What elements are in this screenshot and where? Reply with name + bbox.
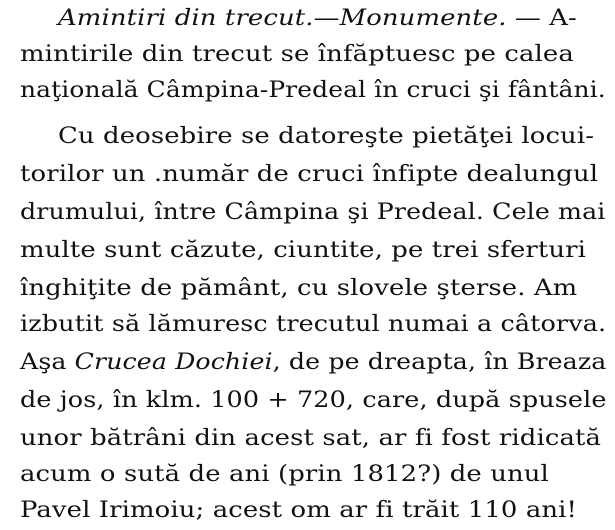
text-line-8: înghiţite de pământ, cu slovele şterse. Am [20,275,578,301]
line-10-end: , de pe dreapta, în Breaza [272,349,607,375]
text-line-14: Pavel Irimoiu; acest om ar fi trăit 110 ani! [20,497,578,523]
text-line-2: mintirile din trecut se înfăptuesc pe calea [20,41,574,67]
line-10-start: Aşa [20,349,75,375]
section-heading: Amintiri din trecut.—Monumente. [58,5,507,31]
text-line-12: unor bătrâni din acest sat, ar fi fost ridicată [20,425,602,451]
text-line-6: drumului, între Câmpina şi Predeal. Cele mai [20,199,606,225]
monument-name: Crucea Dochiei [74,349,273,375]
heading-continuation: — A- [506,5,577,31]
text-line-13: acum o sută de ani (prin 1812?) de unul [20,461,549,487]
text-line-1 [58,0,577,36]
text-line-3: naţională Câmpina-Predeal în cruci şi fântâni. [20,77,606,103]
text-line-4: Cu deosebire se datoreşte pietăţei locui- [58,123,595,149]
text-line-11: de jos, în klm. 100 + 720, care, după spusele [20,387,607,413]
text-line-7: multe sunt căzute, ciuntite, pe trei sferturi [20,237,587,263]
text-line-10 [20,344,606,380]
text-line-9: izbutit să lămuresc trecutul numai a câtorva. [20,311,607,337]
text-line-5: torilor un .număr de cruci înfipte dealungul [20,161,599,187]
